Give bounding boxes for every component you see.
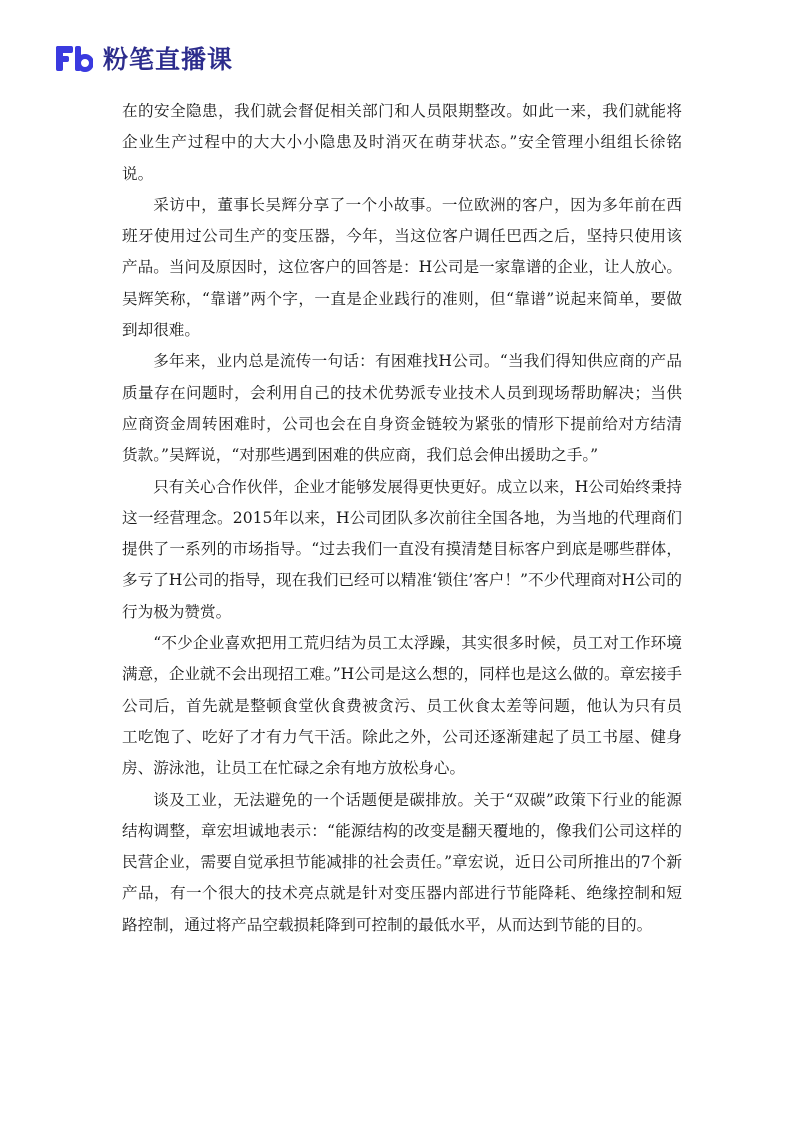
paragraph: 多年来，业内总是流传一句话：有困难找H公司。“当我们得知供应商的产品质量存在问题时，会利用自己的技术优势派专业技术人员到现场帮助解决；当供应商资金周转困难时，公司也会在自身资金链较为紧张的情形下提前给对方结清货款。”吴辉说，“对那些遇到困难的供应商，我们总会伸出援助之手。” (122, 352, 682, 465)
brand-name: 粉笔直播课 (103, 45, 234, 74)
paragraph: 只有关心合作伙伴，企业才能够发展得更快更好。成立以来，H公司始终秉持这一经营理念。2015年以来，H公司团队多次前往全国各地，为当地的代理商们提供了一系列的市场指导。“过去我们一直没有摸清楚目标客户到底是哪些群体，多亏了H公司的指导，现在我们已经可以精准‘锁住’客户！”不少代理商对H公司的行为极为赞赏。 (122, 477, 682, 621)
paragraph: “不少企业喜欢把用工荒归结为员工太浮躁，其实很多时候，员工对工作环境满意，企业就不会出现招工难。”H公司是这么想的，同样也是这么做的。章宏接手公司后，首先就是整顿食堂伙食费被贪污、员工伙食太差等问题，他认为只有员工吃饱了、吃好了才有力气干活。除此之外，公司还逐渐建起了员工书屋、健身房、游泳池，让员工在忙碌之余有地方放松身心。 (122, 634, 682, 778)
paragraph: 采访中，董事长吴辉分享了一个小故事。一位欧洲的客户，因为多年前在西班牙使用过公司生产的变压器，今年，当这位客户调任巴西之后，坚持只使用该产品。当问及原因时，这位客户的回答是：H公司是一家靠谱的企业，让人放心。吴辉笑称，“靠谱”两个字，一直是企业践行的准则，但“靠谱”说起来简单，要做到却很难。 (122, 195, 682, 340)
page-header (55, 40, 233, 76)
fb-logo-icon (55, 43, 93, 73)
paragraph: 在的安全隐患，我们就会督促相关部门和人员限期整改。如此一来，我们就能将企业生产过程中的大大小小隐患及时消灭在萌芽状态。”安全管理小组组长徐铭说。 (122, 102, 682, 183)
article-body (122, 96, 682, 941)
paragraph: 谈及工业，无法避免的一个话题便是碳排放。关于“双碳”政策下行业的能源结构调整，章宏坦诚地表示：“能源结构的改变是翻天覆地的，像我们公司这样的民营企业，需要自觉承担节能减排的社会责任。”章宏说，近日公司所推出的7个新产品，有一个很大的技术亮点就是针对变压器内部进行节能降耗、绝缘控制和短路控制，通过将产品空载损耗降到可控制的最低水平，从而达到节能的目的。 (122, 790, 682, 934)
